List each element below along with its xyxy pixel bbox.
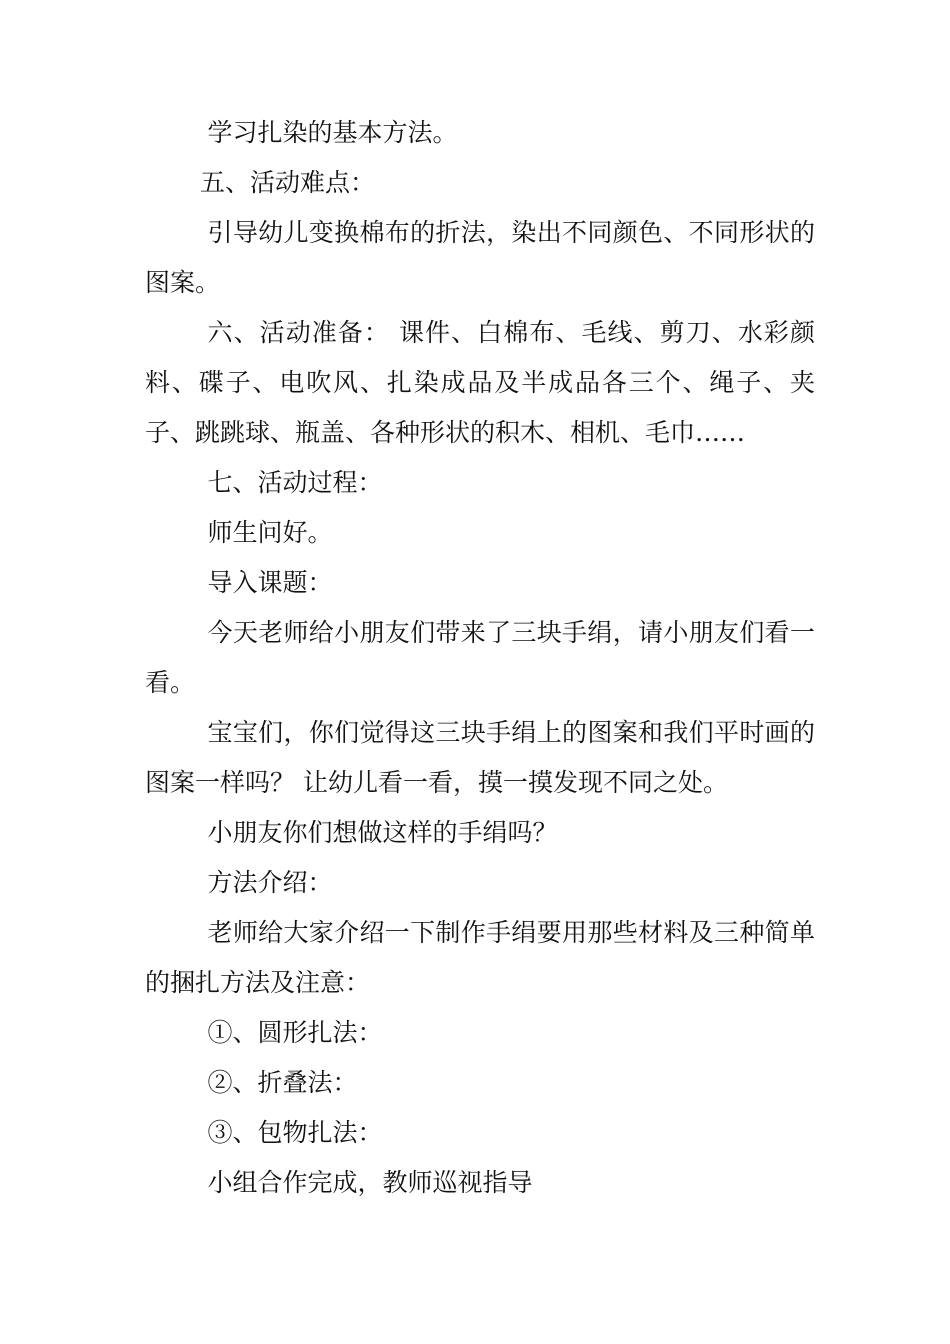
section-heading: 五、活动难点：: [200, 168, 376, 197]
paragraph: 今天老师给小朋友们带来了三块手绢，请小朋友们看一看。: [145, 618, 815, 697]
list-item: ①、圆形扎法：: [207, 1018, 383, 1047]
subheading: 方法介绍：: [207, 868, 333, 897]
paragraph: 引导幼儿变换棉布的折法，染出不同颜色、不同形状的图案。: [145, 218, 815, 297]
section-heading: 七、活动过程：: [207, 468, 383, 497]
document-body: [145, 108, 815, 1208]
paragraph: 小组合作完成，教师巡视指导: [207, 1168, 533, 1197]
paragraph: 宝宝们，你们觉得这三块手绢上的图案和我们平时画的图案一样吗？ 让幼儿看一看，摸一摸发现不同之处。: [145, 718, 815, 797]
list-item: ②、折叠法：: [207, 1068, 358, 1097]
paragraph: 师生问好。: [207, 518, 333, 547]
paragraph: 六、活动准备： 课件、白棉布、毛线、剪刀、水彩颜料、碟子、电吹风、扎染成品及半成品各三个、绳子、夹子、跳跳球、瓶盖、各种形状的积木、相机、毛巾……: [145, 318, 815, 447]
paragraph: 老师给大家介绍一下制作手绢要用那些材料及三种简单的捆扎方法及注意：: [145, 918, 815, 997]
paragraph: 小朋友你们想做这样的手绢吗？: [207, 818, 558, 847]
subheading: 导入课题：: [207, 568, 333, 597]
list-item: ③、包物扎法：: [207, 1118, 383, 1147]
paragraph: 学习扎染的基本方法。: [207, 118, 458, 147]
